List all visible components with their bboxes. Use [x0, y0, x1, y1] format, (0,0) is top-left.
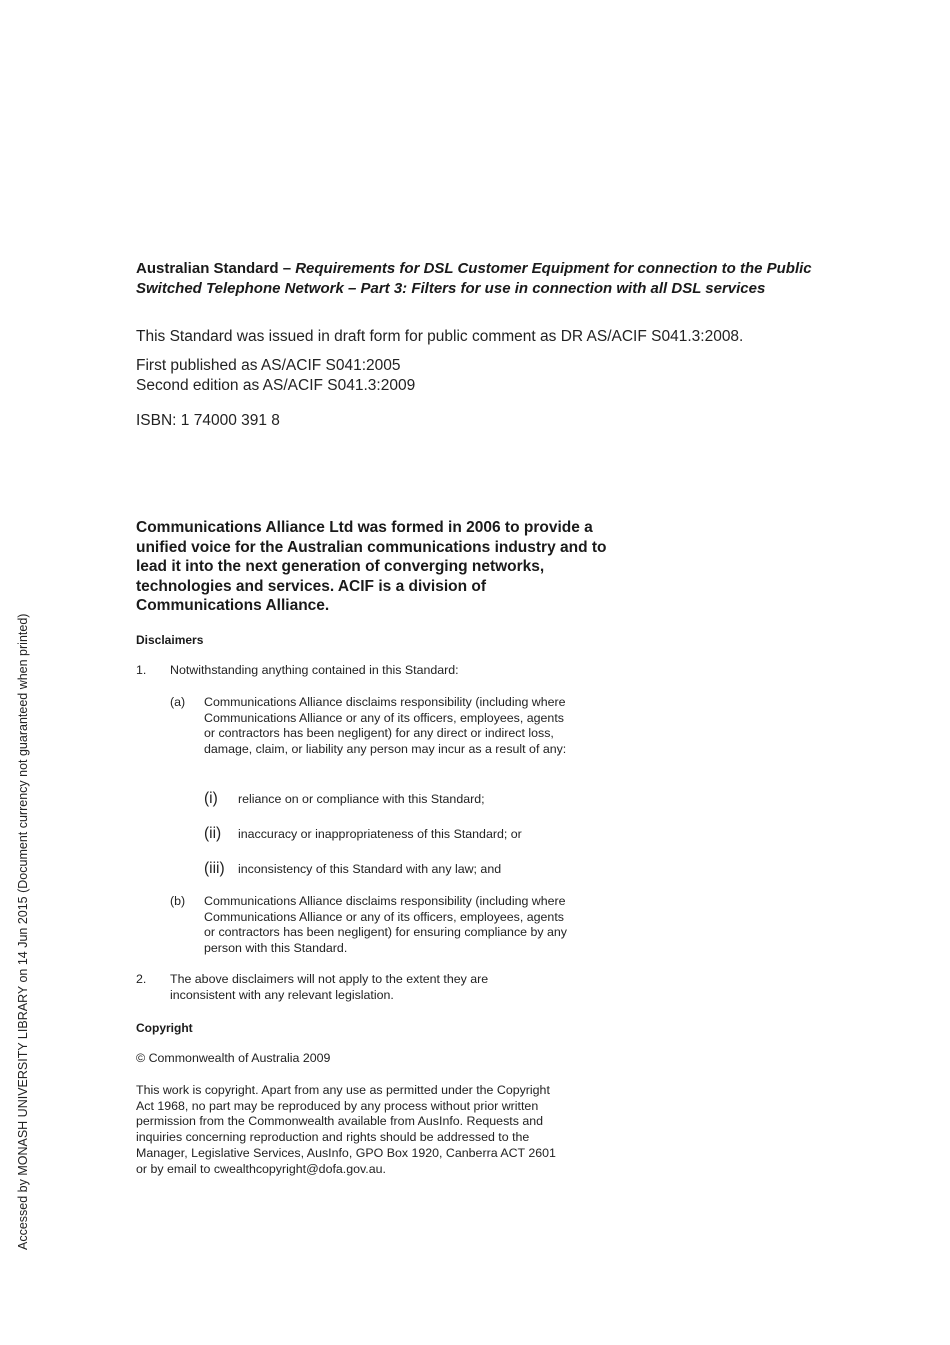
sub-i-label: (i): [204, 790, 218, 807]
second-edition: Second edition as AS/ACIF S041.3:2009: [136, 377, 416, 394]
item-b-label: (b): [170, 894, 186, 908]
copyright-notice: © Commonwealth of Australia 2009: [136, 1051, 331, 1065]
sub-iii-text: inconsistency of this Standard with any law; and: [238, 862, 502, 876]
item-b-text: Communications Alliance disclaims responsibility (including where Communications Alliance or any of its officers, employees, agents or contractors has been negligent) for ensuring compliance by any person with this Standard.: [204, 894, 567, 956]
item-2-text: The above disclaimers will not apply to the extent they are inconsistent with any relevant legislation.: [170, 972, 489, 1002]
disclaimers-heading: Disclaimers: [136, 633, 204, 647]
first-published: First published as AS/ACIF S041:2005: [136, 357, 401, 374]
sub-ii-label: (ii): [204, 825, 222, 842]
access-watermark: Accessed by MONASH UNIVERSITY LIBRARY on 14 Jun 2015 (Document currency not guaranteed when printed): [16, 613, 30, 1250]
item-1-text: Notwithstanding anything contained in this Standard:: [170, 663, 459, 677]
standard-title: [136, 259, 816, 299]
draft-note: This Standard was issued in draft form for public comment as DR AS/ACIF S041.3:2008.: [136, 328, 744, 345]
item-1-number: 1.: [136, 663, 147, 677]
copyright-body: This work is copyright. Apart from any use as permitted under the Copyright Act 1968, no part may be reproduced by any process without prior written permission from the Commonwealth available from AusInfo. Requests and inquiries concerning reproduction and rights should be addressed to the Manager, Legislative Services, AusInfo, GPO Box 1920, Canberra ACT 2601 or by email to cwealthcopyright@dofa.gov.au.: [136, 1083, 556, 1176]
item-a-label: (a): [170, 695, 186, 709]
copyright-heading: Copyright: [136, 1021, 193, 1035]
title-prefix: Australian Standard –: [136, 260, 296, 277]
title-italic: Requirements for DSL Customer Equipment for connection to the Public Switched Telephone Network – Part 3: Filters for use in connection with all DSL services: [136, 260, 812, 297]
sub-i-text: reliance on or compliance with this Standard;: [238, 792, 485, 806]
sub-ii-text: inaccuracy or inappropriateness of this Standard; or: [238, 827, 522, 841]
about-paragraph: Communications Alliance Ltd was formed in 2006 to provide a unified voice for the Australian communications industry and to lead it into the next generation of converging networks, technologies and services. ACIF is a division of Communications Alliance.: [136, 519, 607, 614]
sub-iii-label: (iii): [204, 860, 225, 877]
item-a-text: Communications Alliance disclaims responsibility (including where Communications Alliance or any of its officers, employees, agents or contractors has been negligent) for any direct or indirect loss, damage, claim, or liability any person may incur as a result of any:: [204, 695, 567, 757]
isbn: ISBN: 1 74000 391 8: [136, 412, 280, 429]
item-2-number: 2.: [136, 972, 147, 986]
